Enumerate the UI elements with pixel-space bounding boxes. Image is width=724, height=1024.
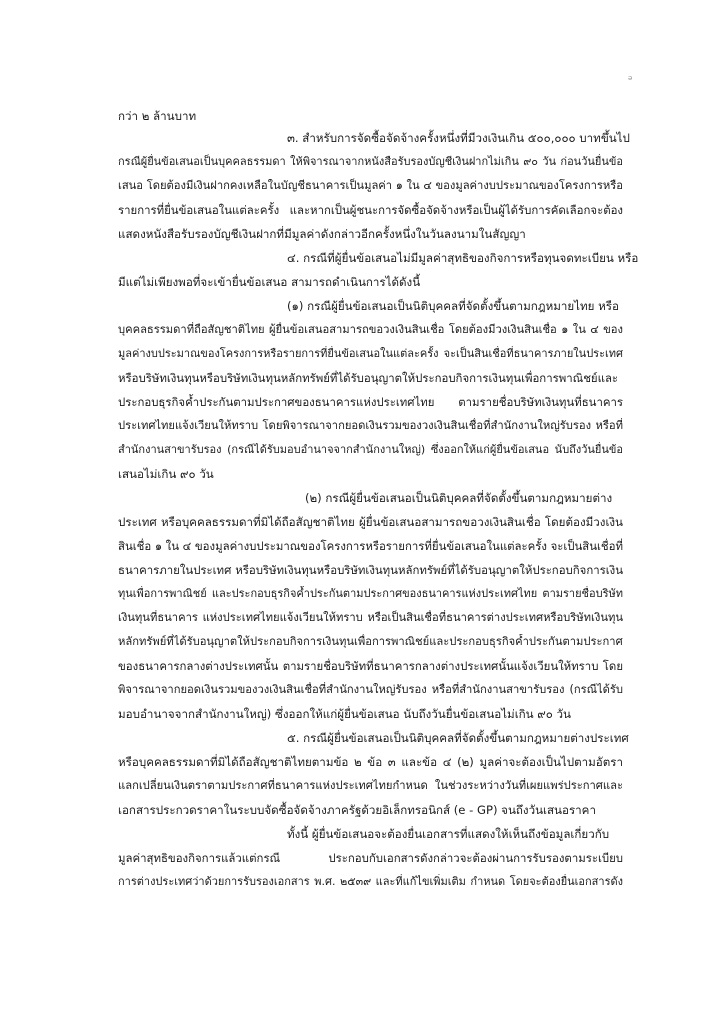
text-line: มูลค่าสุทธิของกิจการแล้วแต่กรณี ประกอบกับเอกสารดังกล่าวจะต้องผ่านการรับรองตามระเบียบ [118,851,623,865]
text-line: การต่างประเทศว่าด้วยการรับรองเอกสาร พ.ศ. ๒๕๓๙ และที่แก้ไขเพิ่มเติม กำหนด โดยจะต้องยื่นเอกสารดัง [118,875,623,888]
text-line: ประกอบธุรกิจค้ำประกันตามประกาศของธนาคารแห่งประเทศไทย ตามรายชื่อบริษัทเงินทุนที่ธนาคาร [118,395,623,409]
text-line: ๓. สำหรับการจัดซื้อจัดจ้างครั้งหนึ่งที่มีวงเงินเกิน ๕๐๐,๐๐๐ บาทขึ้นไป [287,131,630,145]
text-line: พิจารณาจากยอดเงินรวมของวงเงินสินเชื่อที่สำนักงานใหญ่รับรอง หรือที่สำนักงานสาขารับรอง (กรณีได้รับ [118,683,623,696]
text-line: ทั้งนี้ ผู้ยื่นข้อเสนอจะต้องยื่นเอกสารที่แสดงให้เห็นถึงข้อมูลเกี่ยวกับ [287,827,610,841]
text-line: หรือบุคคลธรรมดาที่มิได้ถือสัญชาติไทยตามข้อ ๒ ข้อ ๓ และข้อ ๔ (๒) มูลค่าจะต้องเป็นไปตามอัตรา [118,755,623,769]
text-line: มอบอำนาจจากสำนักงานใหญ่) ซึ่งออกให้แก่ผู้ยื่นข้อเสนอ นับถึงวันยื่นข้อเสนอไม่เกิน ๙๐ วัน [118,707,571,721]
text-line: (๒) กรณีผู้ยื่นข้อเสนอเป็นนิติบุคคลที่จัดตั้งขึ้นตามกฎหมายต่าง [305,491,613,505]
text-line: เสนอไม่เกิน ๙๐ วัน [118,467,214,481]
text-line: ทุนเพื่อการพาณิชย์ และประกอบธุรกิจค้ำประกันตามประกาศของธนาคารแห่งประเทศไทย ตามรายชื่อบริษัท [118,587,623,600]
page-corner-mark: ə [628,74,633,82]
text-line: สินเชื่อ ๑ ใน ๔ ของมูลค่างบประมาณของโครงการหรือรายการที่ยื่นข้อเสนอในแต่ละครั้ง จะเป็นสินเชื่อที่ [118,539,623,553]
text-line: ประเทศไทยแจ้งเวียนให้ทราบ โดยพิจารณาจากยอดเงินรวมของวงเงินสินเชื่อที่สำนักงานใหญ่รับรอง หรือที่ [118,419,623,432]
text-line: ๔. กรณีที่ผู้ยื่นข้อเสนอไม่มีมูลค่าสุทธิของกิจการหรือทุนจดทะเบียน หรือ [287,251,639,265]
text-line: กว่า ๒ ล้านบาท [118,109,197,123]
text-line: หลักทรัพย์ที่ได้รับอนุญาตให้ประกอบกิจการเงินทุนเพื่อการพาณิชย์และประกอบธุรกิจค้ำประกันตามประกาศ [118,635,623,648]
text-line: (๑) กรณีผู้ยื่นข้อเสนอเป็นนิติบุคคลที่จัดตั้งขึ้นตามกฎหมายไทย หรือ [287,299,619,313]
text-line: ประเทศ หรือบุคคลธรรมดาที่มิได้ถือสัญชาติไทย ผู้ยื่นข้อเสนอสามารถขอวงเงินสินเชื่อ โดยต้องมีวงเงิน [118,515,623,529]
text-line: ธนาคารภายในประเทศ หรือบริษัทเงินทุนหรือบริษัทเงินทุนหลักทรัพย์ที่ได้รับอนุญาตให้ประกอบกิจการเงิน [118,563,623,577]
text-line: บุคคลธรรมดาที่ถือสัญชาติไทย ผู้ยื่นข้อเสนอสามารถขอวงเงินสินเชื่อ โดยต้องมีวงเงินสินเชื่อ ๑ ใน ๔ ของ [118,323,623,336]
text-line: แสดงหนังสือรับรองบัญชีเงินฝากที่มีมูลค่าดังกล่าวอีกครั้งหนึ่งในวันลงนามในสัญญา [118,227,526,241]
text-line: แลกเปลี่ยนเงินตราตามประกาศที่ธนาคารแห่งประเทศไทยกำหนด ในช่วงระหว่างวันที่เผยแพร่ประกาศและ [118,779,623,792]
text-line: ๕. กรณีผู้ยื่นข้อเสนอเป็นนิติบุคคลที่จัดตั้งขึ้นตามกฎหมายต่างประเทศ [287,731,629,745]
text-line: หรือบริษัทเงินทุนหรือบริษัทเงินทุนหลักทรัพย์ที่ได้รับอนุญาตให้ประกอบกิจการเงินทุนเพื่อการพาณิชย์และ [118,371,619,385]
text-line: มีแต่ไม่เพียงพอที่จะเข้ายื่นข้อเสนอ สามารถดำเนินการได้ดังนี้ [118,275,421,289]
text-line: ของธนาคารกลางต่างประเทศนั้น ตามรายชื่อบริษัทที่ธนาคารกลางต่างประเทศนั้นแจ้งเวียนให้ทราบ โดย [118,659,623,673]
text-line: เอกสารประกวดราคาในระบบจัดซื้อจัดจ้างภาครัฐด้วยอิเล็กทรอนิกส์ (e - GP) จนถึงวันเสนอราคา [118,803,596,817]
text-line: กรณีผู้ยื่นข้อเสนอเป็นบุคคลธรรมดา ให้พิจารณาจากหนังสือรับรองบัญชีเงินฝากไม่เกิน ๙๐ วัน ก่อนวันยื่นข้อ [118,155,623,168]
text-line: เสนอ โดยต้องมีเงินฝากคงเหลือในบัญชีธนาคารเป็นมูลค่า ๑ ใน ๔ ของมูลค่างบประมาณของโครงการหรือ [118,179,623,192]
text-line: รายการที่ยื่นข้อเสนอในแต่ละครั้ง และหากเป็นผู้ชนะการจัดซื้อจัดจ้างหรือเป็นผู้ได้รับการคัดเลือกจะต้อง [118,203,623,217]
text-line: เงินทุนที่ธนาคาร แห่งประเทศไทยแจ้งเวียนให้ทราบ หรือเป็นสินเชื่อที่ธนาคารต่างประเทศหรือบริษัทเงินทุน [118,611,623,624]
text-line: มูลค่างบประมาณของโครงการหรือรายการที่ยื่นข้อเสนอในแต่ละครั้ง จะเป็นสินเชื่อที่ธนาคารภายในประเทศ [118,347,623,360]
text-line: สำนักงานสาขารับรอง (กรณีได้รับมอบอำนาจจากสำนักงานใหญ่) ซึ่งออกให้แก่ผู้ยื่นข้อเสนอ นับถึงวันยื่นข้อ [118,443,623,456]
